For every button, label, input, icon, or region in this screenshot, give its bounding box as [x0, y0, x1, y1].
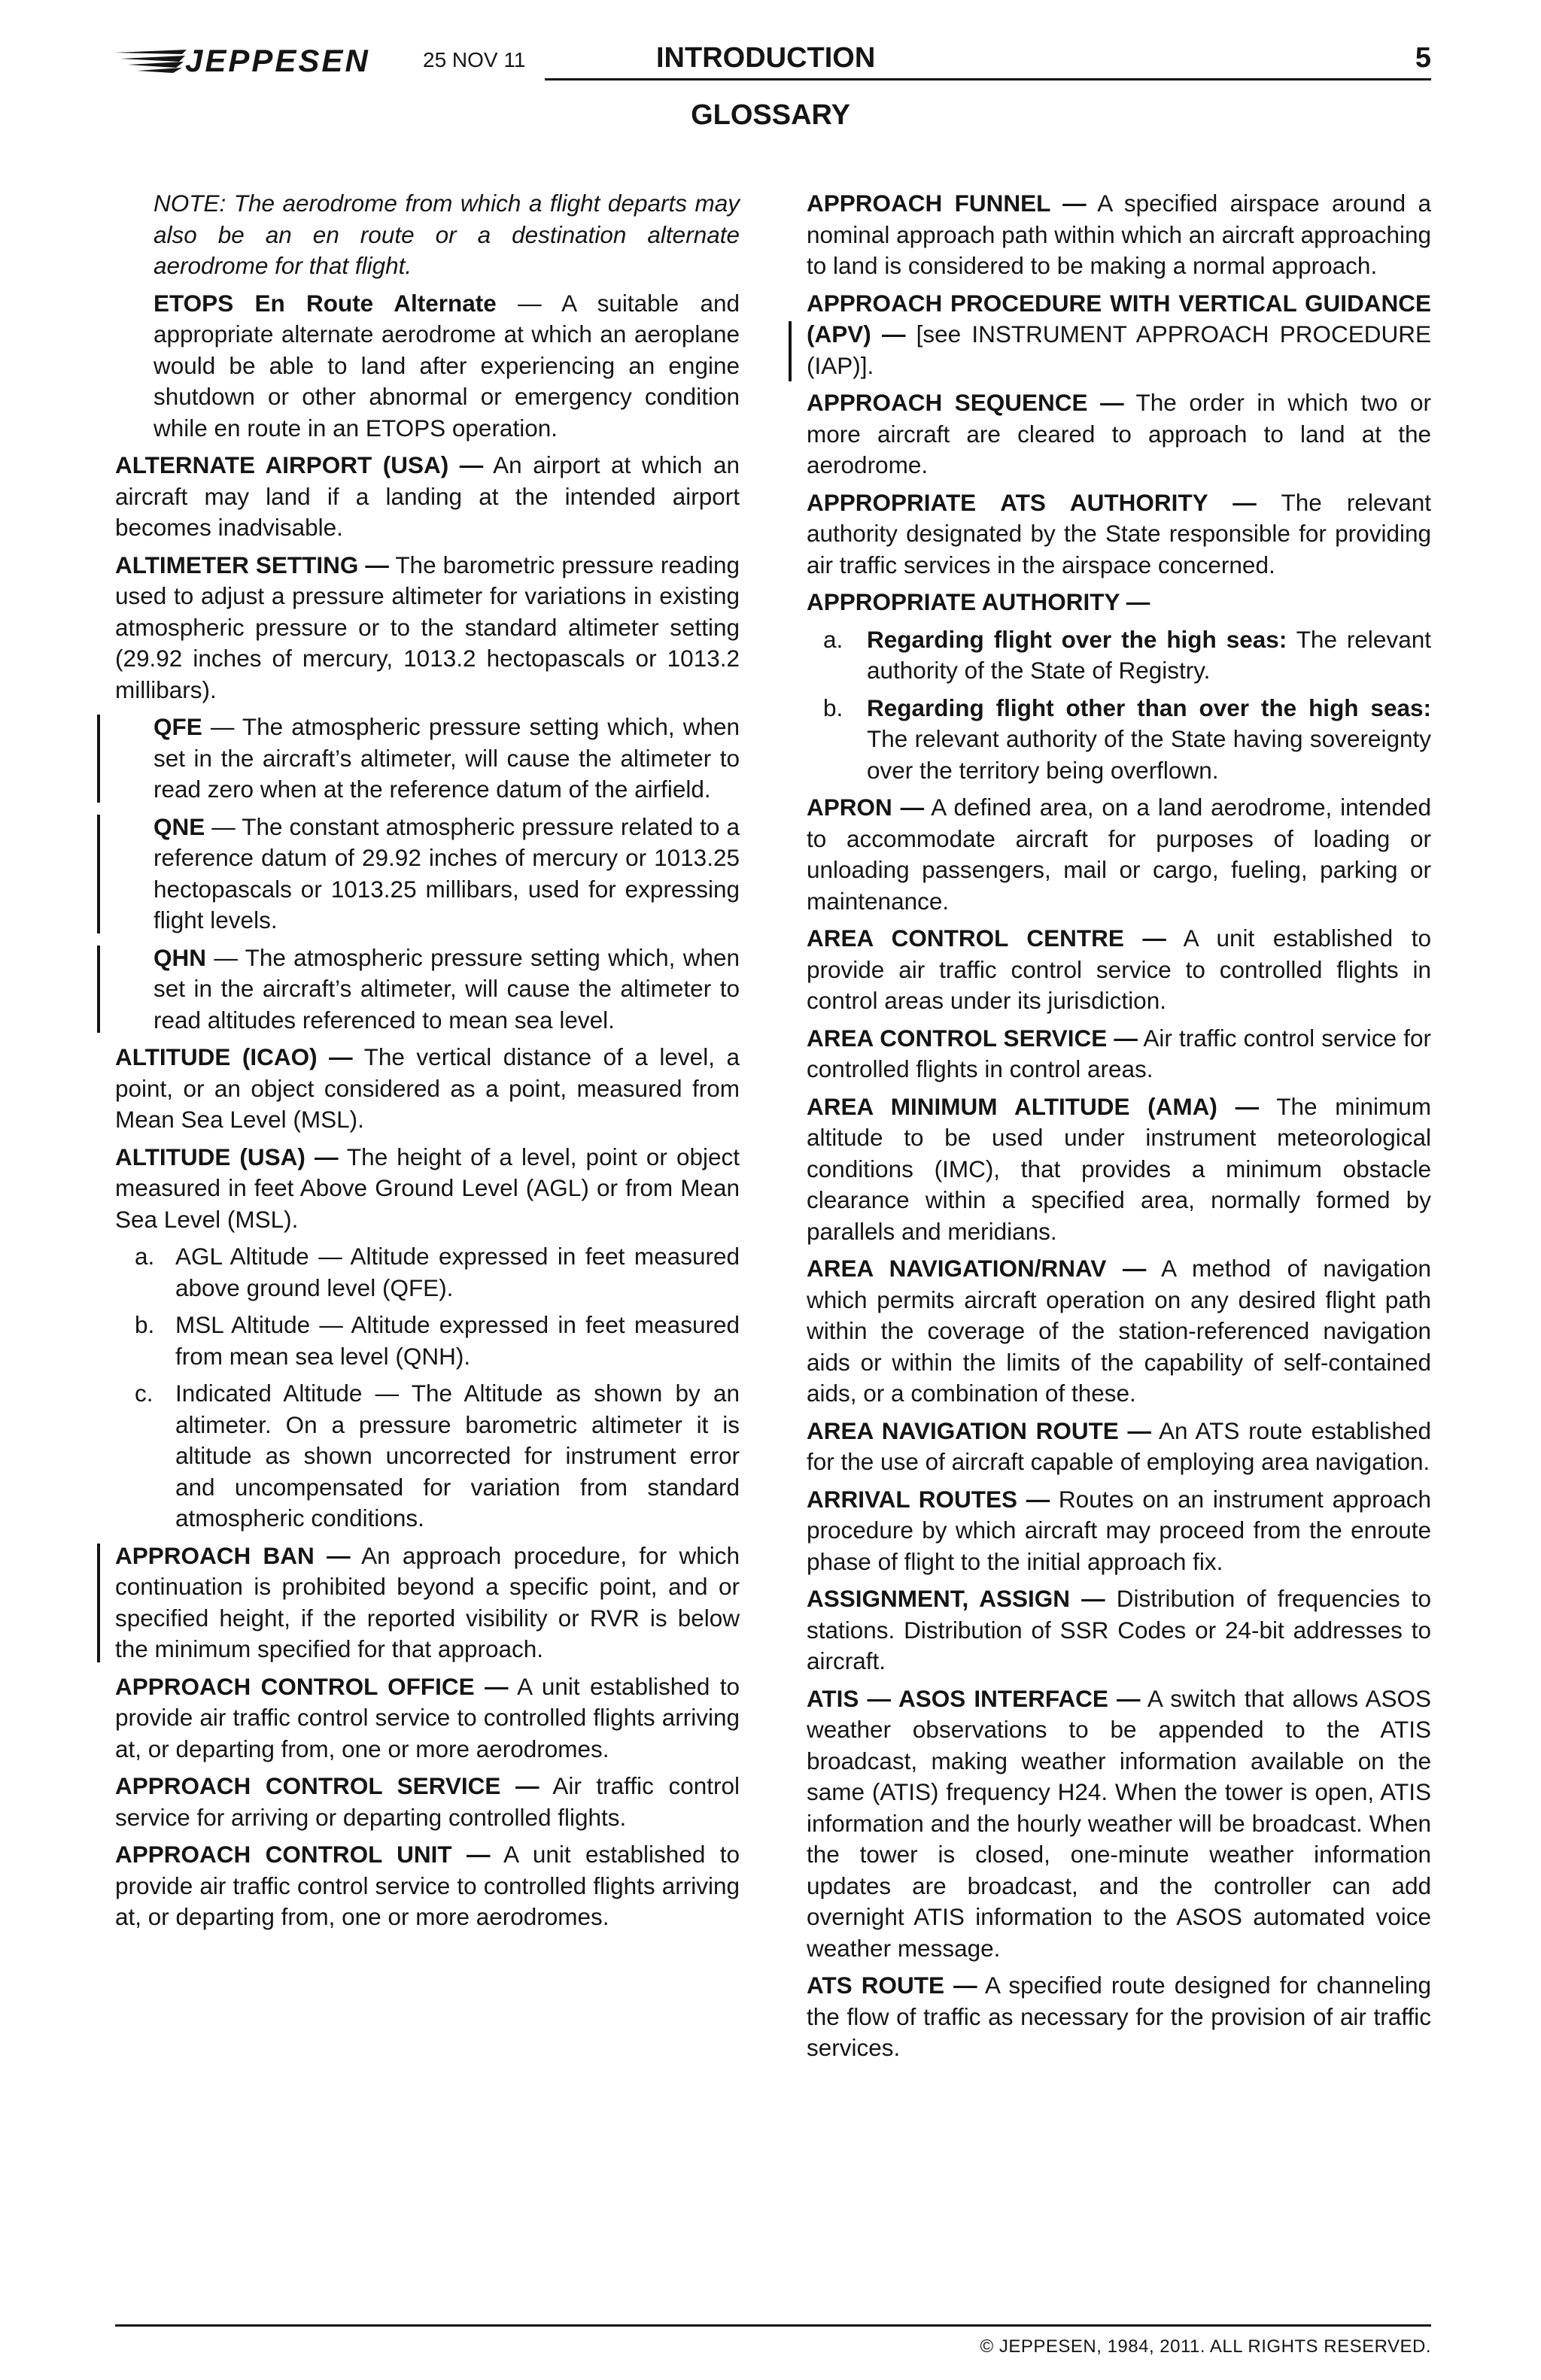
glossary-entry-qfe — [115, 712, 740, 806]
list-item — [115, 1241, 740, 1304]
definition: Air traffic control service for arriving or departing controlled flights. — [115, 1772, 740, 1831]
term: AREA NAVIGATION/RNAV — — [807, 1255, 1147, 1282]
glossary-entry-appropriate-authority — [807, 587, 1431, 618]
definition: A specified airspace around a nominal approach path within which an aircraft approaching to land is considered to be making a normal approach. — [807, 190, 1431, 279]
list-item — [807, 624, 1431, 687]
page-title: GLOSSARY — [691, 99, 850, 131]
term: QNE — [153, 812, 205, 840]
definition: — The atmospheric pressure setting which, when set in the aircraft’s altimeter, will cause the altimeter to read zero when at the reference datum of the airfield. — [153, 713, 740, 803]
term: APPROACH BAN — — [115, 1541, 351, 1569]
copyright-notice: © JEPPESEN, 1984, 2011. ALL RIGHTS RESERVED. — [980, 2336, 1431, 2357]
term: ASSIGNMENT, ASSIGN — — [807, 1585, 1105, 1612]
term: AREA CONTROL SERVICE — — [807, 1024, 1138, 1052]
list-item — [115, 1310, 740, 1372]
definition: A unit established to provide air traffic control service to controlled flights arriving at, or departing from, one or more aerodromes. — [115, 1672, 740, 1762]
note-paragraph: NOTE: The aerodrome from which a flight departs may also be an en route or a destination alternate aerodrome for that flight. — [153, 190, 740, 279]
definition: A unit established to provide air traffic control service to controlled flights in control areas under its jurisdiction. — [807, 924, 1431, 1014]
glossary-entry-area-control-centre — [807, 923, 1431, 1017]
list-label: b. — [135, 1311, 155, 1338]
swoosh-icon — [113, 47, 191, 74]
list-text: The relevant authority of the State of Registry. — [867, 625, 1431, 684]
glossary-entry-qhn — [115, 943, 740, 1037]
glossary-entry-area-navigation-route — [807, 1416, 1431, 1478]
footer-rule — [115, 2324, 1431, 2327]
list-text: The relevant authority of the State having sovereignty over the territory being overflown. — [867, 725, 1431, 784]
definition: The minimum altitude to be used under instrument meteorological conditions (IMC), that provides a minimum obstacle clearance within a specified area, normally formed by parallels and meridians. — [807, 1092, 1431, 1245]
term: APPROPRIATE AUTHORITY — — [807, 588, 1150, 615]
glossary-entry-etops — [115, 288, 740, 445]
glossary-entry-area-minimum-altitude — [807, 1091, 1431, 1248]
term: APPROACH PROCEDURE WITH VERTICAL GUIDANCE (APV) — — [807, 289, 1431, 348]
right-column — [807, 188, 1431, 2070]
term: AREA NAVIGATION ROUTE — — [807, 1416, 1152, 1444]
list-text: Indicated Altitude — The Altitude as shown by an altimeter. On a pressure barometric altimeter it is altitude as shown uncorrected for instrument error and uncompensated for variation from standard atmospheric conditions. — [175, 1380, 740, 1532]
glossary-entry-arrival-routes — [807, 1484, 1431, 1578]
definition: Distribution of frequencies to stations. Distribution of SSR Codes or 24-bit addresses to aircraft. — [807, 1585, 1431, 1674]
term: ALTITUDE (USA) — — [115, 1143, 339, 1170]
definition: The height of a level, point or object measured in feet Above Ground Level (AGL) or from Mean Sea Level (MSL). — [115, 1143, 740, 1233]
definition: The vertical distance of a level, a point, or an object considered as a point, measured from Mean Sea Level (MSL). — [115, 1043, 740, 1133]
term: APPROACH CONTROL SERVICE — — [115, 1772, 540, 1799]
glossary-entry-approach-funnel — [807, 188, 1431, 282]
glossary-entry-approach-control-service — [115, 1771, 740, 1833]
list-text: AGL Altitude — Altitude expressed in feet measured above ground level (QFE). — [175, 1243, 740, 1301]
list-item — [807, 693, 1431, 787]
term: QFE — [153, 713, 202, 740]
definition: A method of navigation which permits aircraft operation on any desired flight path within the coverage of the station-referenced navigation aids or within the limits of the capability of self-contained aids, or a combination of these. — [807, 1255, 1431, 1407]
term: APPROACH SEQUENCE — — [807, 389, 1124, 416]
logo-text: JEPPESEN — [185, 43, 370, 78]
term: ARRIVAL ROUTES — — [807, 1485, 1050, 1513]
term: AREA CONTROL CENTRE — — [807, 924, 1166, 952]
glossary-entry-qne — [115, 812, 740, 937]
term: AREA MINIMUM ALTITUDE (AMA) — — [807, 1092, 1260, 1120]
definition: An approach procedure, for which continuation is prohibited beyond a specific point, and or specified height, if the reported visibility or RVR is below the minimum specified for that approach. — [115, 1541, 740, 1662]
term: ALTITUDE (ICAO) — — [115, 1043, 353, 1070]
glossary-entry-alternate-airport — [115, 450, 740, 544]
definition: The barometric pressure reading used to adjust a pressure altimeter for variations in existing atmospheric pressure or to the standard altimeter setting (29.92 inches of mercury, 1013.2 hectopascals or 1013.2 millibars). — [115, 551, 740, 703]
list-label: a. — [823, 625, 843, 653]
term: APPROACH CONTROL UNIT — — [115, 1841, 491, 1868]
definition: The order in which two or more aircraft are cleared to approach to land at the aerodrome. — [807, 389, 1431, 478]
term: APPROPRIATE ATS AUTHORITY — — [807, 488, 1257, 516]
definition: The relevant authority designated by the State responsible for providing air traffic services in the airspace concerned. — [807, 488, 1431, 578]
glossary-entry-altitude-usa — [115, 1142, 740, 1236]
glossary-entry-appropriate-ats-authority — [807, 487, 1431, 581]
definition: An ATS route established for the use of aircraft capable of employing area navigation. — [807, 1416, 1431, 1475]
term: APPROACH CONTROL OFFICE — — [115, 1672, 509, 1700]
definition: [see INSTRUMENT APPROACH PROCEDURE (IAP)]. — [807, 320, 1432, 379]
glossary-entry-approach-ban — [115, 1541, 740, 1665]
glossary-entry-assignment — [807, 1583, 1431, 1677]
definition: An airport at which an aircraft may land if a landing at the intended airport becomes inadvisable. — [115, 451, 740, 541]
definition: — A suitable and appropriate alternate aerodrome at which an aeroplane would be able to land after experiencing an engine shutdown or other abnormal or emergency condition while en route in an ETOPS operation. — [153, 289, 740, 442]
list-label: c. — [135, 1380, 153, 1407]
term: ALTERNATE AIRPORT (USA) — — [115, 451, 484, 478]
definition: Air traffic control service for controlled flights in control areas. — [807, 1024, 1431, 1082]
term: ATIS — ASOS INTERFACE — — [807, 1684, 1141, 1712]
list-text: MSL Altitude — Altitude expressed in feet measured from mean sea level (QNH). — [175, 1311, 740, 1370]
glossary-entry-ats-route — [807, 1970, 1431, 2064]
glossary-entry-atis-asos — [807, 1683, 1431, 1965]
glossary-entry-approach-sequence — [807, 387, 1431, 481]
list-label: b. — [823, 694, 843, 721]
definition: — The constant atmospheric pressure related to a reference datum of 29.92 inches of mercury or 1013.25 hectopascals or 1013.25 millibars, used for expressing flight levels. — [153, 812, 740, 933]
definition: A unit established to provide air traffic control service to controlled flights arriving at, or departing from, one or more aerodromes. — [115, 1841, 740, 1930]
definition: Routes on an instrument approach procedure by which aircraft may proceed from the enroute phase of flight to the initial approach fix. — [807, 1485, 1431, 1575]
list-label: a. — [135, 1243, 155, 1270]
glossary-entry-approach-control-office — [115, 1671, 740, 1765]
page-number: 5 — [1415, 42, 1431, 74]
glossary-entry-altitude-icao — [115, 1042, 740, 1136]
list-heading: Regarding flight over the high seas: — [867, 625, 1287, 653]
list-item — [115, 1378, 740, 1535]
definition: A defined area, on a land aerodrome, intended to accommodate aircraft for purposes of loading or unloading passengers, mail or cargo, fueling, parking or maintenance. — [807, 794, 1432, 915]
glossary-entry-approach-control-unit — [115, 1839, 740, 1933]
glossary-entry-altimeter-setting — [115, 550, 740, 706]
definition: — The atmospheric pressure setting which, when set in the aircraft’s altimeter, will cause the altimeter to read altitudes referenced to mean sea level. — [153, 943, 740, 1034]
term: APPROACH FUNNEL — — [807, 190, 1087, 217]
term: ALTIMETER SETTING — — [115, 551, 389, 578]
term: ETOPS En Route Alternate — [153, 289, 497, 317]
issue-date: 25 NOV 11 — [423, 48, 526, 71]
term: QHN — [153, 943, 206, 971]
glossary-entry-area-navigation — [807, 1253, 1431, 1410]
section-title: INTRODUCTION — [656, 42, 876, 74]
term: ATS ROUTE — — [807, 1972, 977, 1999]
glossary-entry-area-control-service — [807, 1023, 1431, 1085]
header-rule — [545, 78, 1431, 80]
definition: A switch that allows ASOS weather observations to be appended to the ATIS broadcast, making weather information available on the same (ATIS) frequency H24. When the tower is open, ATIS information and the hourly weather will be broadcast. When the tower is closed, one-minute weather information updates are broadcast, and the controller can add overnight ATIS information to the ASOS automated voice weather message. — [807, 1684, 1431, 1962]
definition: A specified route designed for channeling the flow of traffic as necessary for the provision of air traffic services. — [807, 1972, 1432, 2061]
list-heading: Regarding flight other than over the high seas: — [867, 694, 1431, 721]
page-header — [0, 0, 1541, 150]
glossary-entry-apv — [807, 288, 1431, 382]
glossary-entry-apron — [807, 792, 1431, 917]
jeppesen-logo — [113, 42, 391, 80]
left-column — [115, 188, 740, 1939]
term: APRON — — [807, 794, 925, 821]
